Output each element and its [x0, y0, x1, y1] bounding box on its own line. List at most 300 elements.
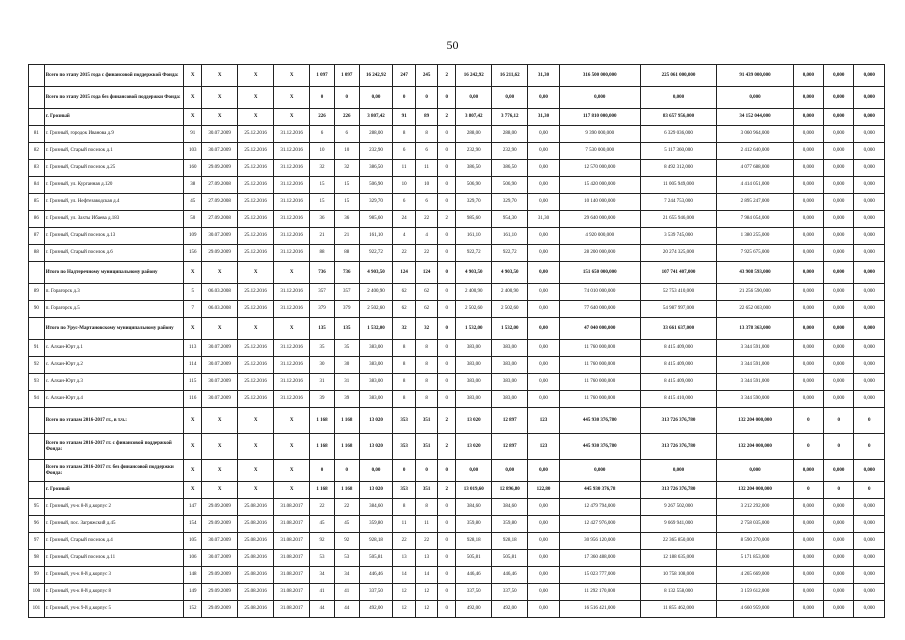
- table-cell: 4 903,50: [359, 262, 393, 284]
- table-cell: 7 984 054,000: [717, 211, 793, 228]
- table-cell: 288,00: [492, 126, 528, 143]
- table-cell: 15: [334, 177, 359, 194]
- table-cell: 3 212 292,000: [717, 499, 793, 516]
- table-cell: 30.07.2009: [202, 550, 238, 567]
- table-cell: 25.12.2016: [238, 143, 274, 160]
- address-cell: г. Грозный, городок Иванова д.9: [44, 126, 183, 143]
- table-cell: 351: [415, 482, 437, 499]
- table-cell: 154: [184, 516, 202, 533]
- table-cell: 329,70: [359, 194, 393, 211]
- table-cell: 25.12.2016: [238, 211, 274, 228]
- table-cell: 0,000: [854, 584, 885, 601]
- address-cell: п. Горагорск д.5: [44, 301, 183, 318]
- table-cell: 0: [393, 460, 415, 482]
- table-cell: 161,10: [359, 228, 393, 245]
- table-cell: 32: [393, 318, 415, 340]
- table-cell: 0,000: [854, 391, 885, 408]
- table-cell: 2 502,60: [456, 301, 492, 318]
- table-cell: X: [238, 65, 274, 87]
- table-cell: 0: [438, 262, 456, 284]
- table-cell: 0,000: [824, 357, 854, 374]
- table-cell: 32: [415, 318, 437, 340]
- table-cell: 232,90: [456, 143, 492, 160]
- page-number: 50: [446, 38, 459, 52]
- table-cell: 0,000: [717, 87, 793, 109]
- table-cell: X: [274, 460, 310, 482]
- table-cell: 123: [528, 408, 559, 434]
- table-cell: 383,00: [359, 391, 393, 408]
- table-cell: 0,000: [824, 584, 854, 601]
- table-cell: 8 415 409,000: [640, 340, 716, 357]
- table-cell: 11: [415, 516, 437, 533]
- table-cell: 0,000: [854, 177, 885, 194]
- table-cell: 29.09.2009: [202, 584, 238, 601]
- table-cell: 39: [310, 391, 335, 408]
- table-cell: 22 365 850,000: [640, 533, 716, 550]
- table-cell: 2: [438, 65, 456, 87]
- table-cell: 0: [393, 87, 415, 109]
- table-cell: X: [274, 262, 310, 284]
- table-cell: 0,00: [528, 601, 559, 618]
- table-cell: 0: [310, 87, 335, 109]
- table-cell: 25.12.2016: [238, 177, 274, 194]
- table-cell: 161,10: [456, 228, 492, 245]
- table-cell: 736: [310, 262, 335, 284]
- table-cell: 1 168: [334, 482, 359, 499]
- table-cell: X: [238, 434, 274, 460]
- table-cell: 06.03.2008: [202, 284, 238, 301]
- table-cell: 0: [793, 434, 823, 460]
- table-cell: 4 414 051,000: [717, 177, 793, 194]
- table-cell: 30.07.2009: [202, 143, 238, 160]
- table-cell: 116: [184, 391, 202, 408]
- table-cell: 288,00: [456, 126, 492, 143]
- table-cell: 0: [438, 533, 456, 550]
- table-cell: 11: [393, 516, 415, 533]
- table-cell: 8: [415, 357, 437, 374]
- table-cell: 0,000: [793, 567, 823, 584]
- table-cell: 97: [29, 533, 45, 550]
- table-cell: [29, 460, 45, 482]
- table-cell: 31.08.2017: [274, 567, 310, 584]
- table-cell: 0,000: [854, 533, 885, 550]
- table-cell: 0,000: [793, 143, 823, 160]
- table-cell: 3 344 591,000: [717, 357, 793, 374]
- table-cell: 29.09.2009: [202, 516, 238, 533]
- address-cell: с. Алхан-Юрт д.3: [44, 374, 183, 391]
- table-cell: 384,60: [359, 499, 393, 516]
- table-cell: 0,000: [824, 499, 854, 516]
- table-cell: 0,000: [793, 126, 823, 143]
- table-cell: 0,000: [824, 177, 854, 194]
- table-cell: 0,00: [528, 499, 559, 516]
- table-cell: 232,90: [492, 143, 528, 160]
- table-cell: 7 925 675,000: [717, 245, 793, 262]
- address-cell: г. Грозный, ул. Захты Ибаева д.183: [44, 211, 183, 228]
- table-cell: 0: [824, 434, 854, 460]
- table-cell: 22: [415, 211, 437, 228]
- table-cell: X: [202, 87, 238, 109]
- table-cell: 0: [438, 177, 456, 194]
- table-cell: 41: [310, 584, 335, 601]
- table-cell: 90: [29, 301, 45, 318]
- table-cell: 0: [438, 284, 456, 301]
- address-cell: г. Грозный, ул. Нефтезаводская д.4: [44, 194, 183, 211]
- table-cell: 8: [415, 391, 437, 408]
- table-cell: 22: [415, 245, 437, 262]
- table-cell: 0,00: [528, 567, 559, 584]
- table-cell: 12: [415, 584, 437, 601]
- table-cell: 2: [438, 482, 456, 499]
- table-cell: 30: [334, 357, 359, 374]
- table-cell: 0,000: [793, 533, 823, 550]
- table-cell: 84: [29, 177, 45, 194]
- table-cell: 0,000: [793, 160, 823, 177]
- table-cell: 14: [415, 567, 437, 584]
- table-row: [29, 177, 885, 194]
- table-cell: 353: [393, 482, 415, 499]
- table-cell: 1 532,00: [359, 318, 393, 340]
- table-cell: 31.12.2016: [274, 177, 310, 194]
- table-cell: 0,000: [824, 533, 854, 550]
- table-cell: 1 380 255,000: [717, 228, 793, 245]
- table-cell: 3 807,42: [456, 109, 492, 126]
- table-cell: 31.12.2016: [274, 245, 310, 262]
- table-cell: 225 061 000,000: [640, 65, 716, 87]
- address-cell: Всего по этапу 2015 года без финансовой поддержки Фонда:: [44, 87, 183, 109]
- table-cell: 25.12.2016: [238, 374, 274, 391]
- table-cell: 25.12.2016: [238, 284, 274, 301]
- table-cell: 47 040 000,000: [559, 318, 640, 340]
- table-cell: 0,00: [528, 143, 559, 160]
- table-cell: 1 532,00: [492, 318, 528, 340]
- table-row: [29, 584, 885, 601]
- table-cell: 313 726 376,780: [640, 408, 716, 434]
- table-cell: 445 930 376,780: [559, 408, 640, 434]
- table-cell: 22: [334, 499, 359, 516]
- table-cell: 93: [29, 374, 45, 391]
- table-cell: 383,00: [492, 340, 528, 357]
- table-cell: 383,00: [456, 357, 492, 374]
- table-cell: 8: [415, 126, 437, 143]
- table-cell: 122,80: [528, 482, 559, 499]
- table-cell: 30 956 120,000: [559, 533, 640, 550]
- table-cell: 0,000: [854, 245, 885, 262]
- table-cell: 0,00: [456, 460, 492, 482]
- table-cell: 384,60: [492, 499, 528, 516]
- table-cell: 36: [310, 211, 335, 228]
- table-cell: 31.12.2016: [274, 340, 310, 357]
- table-cell: 2 895 247,000: [717, 194, 793, 211]
- table-cell: 12 896,80: [492, 482, 528, 499]
- table-cell: 45: [334, 516, 359, 533]
- table-cell: X: [184, 65, 202, 87]
- table-cell: 0,000: [854, 211, 885, 228]
- table-cell: 32: [310, 160, 335, 177]
- table-cell: 0,00: [528, 245, 559, 262]
- table-cell: 1 168: [334, 434, 359, 460]
- table-cell: [29, 318, 45, 340]
- table-cell: X: [274, 65, 310, 87]
- table-cell: 245: [415, 65, 437, 87]
- table-cell: 0,000: [854, 357, 885, 374]
- table-cell: 88: [334, 245, 359, 262]
- summary-row: [29, 434, 885, 460]
- table-cell: 27.09.2008: [202, 177, 238, 194]
- table-row: [29, 550, 885, 567]
- table-cell: 506,90: [492, 177, 528, 194]
- table-cell: 123: [528, 434, 559, 460]
- table-cell: 25.08.2016: [238, 567, 274, 584]
- table-cell: X: [184, 87, 202, 109]
- table-cell: 31.12.2016: [274, 228, 310, 245]
- table-cell: 0: [438, 194, 456, 211]
- address-cell: Всего по этапам 2016-2017 гг. без финансовой поддержки Фонда:: [44, 460, 183, 482]
- table-cell: 31.12.2016: [274, 194, 310, 211]
- table-cell: X: [184, 482, 202, 499]
- table-cell: 31.08.2017: [274, 516, 310, 533]
- table-cell: 2: [438, 408, 456, 434]
- table-cell: 53: [334, 550, 359, 567]
- table-cell: 4 920 000,000: [559, 228, 640, 245]
- table-cell: 39: [334, 391, 359, 408]
- table-cell: 329,70: [456, 194, 492, 211]
- table-cell: 29.09.2009: [202, 160, 238, 177]
- table-cell: 0,000: [854, 126, 885, 143]
- table-cell: 13: [415, 550, 437, 567]
- table-cell: 0,000: [854, 65, 885, 87]
- table-cell: [29, 65, 45, 87]
- table-cell: 45: [184, 194, 202, 211]
- table-cell: 0,000: [854, 194, 885, 211]
- table-cell: 0,000: [793, 284, 823, 301]
- table-cell: 96: [29, 516, 45, 533]
- table-cell: 22: [310, 499, 335, 516]
- table-cell: 0: [438, 550, 456, 567]
- table-cell: 25.12.2016: [238, 160, 274, 177]
- table-cell: 351: [415, 434, 437, 460]
- table-cell: 13 020: [456, 408, 492, 434]
- table-cell: 88: [310, 245, 335, 262]
- table-cell: 156: [184, 245, 202, 262]
- table-cell: 0,000: [793, 318, 823, 340]
- table-cell: 81: [29, 126, 45, 143]
- table-cell: 0,000: [824, 87, 854, 109]
- table-cell: 1 168: [310, 482, 335, 499]
- table-cell: 0: [438, 374, 456, 391]
- table-cell: 445 930 376,780: [559, 434, 640, 460]
- address-cell: Итого по Надтеречному муниципальному району: [44, 262, 183, 284]
- table-cell: 383,00: [492, 391, 528, 408]
- table-cell: X: [202, 434, 238, 460]
- table-cell: 16 242,92: [456, 65, 492, 87]
- table-cell: 124: [415, 262, 437, 284]
- table-cell: 0: [438, 584, 456, 601]
- table-cell: 0: [334, 460, 359, 482]
- table-cell: [29, 434, 45, 460]
- table-cell: 0: [438, 391, 456, 408]
- address-cell: Всего по этапам 2016-2017 гг., в т.ч.:: [44, 408, 183, 434]
- table-cell: 33 661 637,000: [640, 318, 716, 340]
- table-cell: X: [274, 408, 310, 434]
- table-cell: 0,000: [793, 262, 823, 284]
- table-cell: 25.12.2016: [238, 194, 274, 211]
- table-cell: 4 265 669,000: [717, 567, 793, 584]
- table-cell: 15 420 000,000: [559, 177, 640, 194]
- table-cell: 117 810 000,000: [559, 109, 640, 126]
- table-cell: 446,46: [456, 567, 492, 584]
- table-cell: 7: [184, 301, 202, 318]
- table-cell: 06.03.2008: [202, 301, 238, 318]
- table-cell: 147: [184, 499, 202, 516]
- table-row: [29, 567, 885, 584]
- table-cell: 14: [393, 567, 415, 584]
- table-cell: 0,000: [640, 87, 716, 109]
- table-cell: X: [238, 408, 274, 434]
- table-cell: 8 590 270,000: [717, 533, 793, 550]
- table-cell: 492,00: [456, 601, 492, 618]
- table-cell: 3 344 591,000: [717, 340, 793, 357]
- table-cell: 62: [393, 301, 415, 318]
- table-row: [29, 194, 885, 211]
- table-cell: 0: [438, 460, 456, 482]
- table-cell: 0,00: [528, 177, 559, 194]
- table-cell: 922,72: [359, 245, 393, 262]
- table-cell: 2: [438, 109, 456, 126]
- table-cell: 52 753 410,000: [640, 284, 716, 301]
- table-cell: 6: [393, 194, 415, 211]
- table-cell: 3 159 612,000: [717, 584, 793, 601]
- table-cell: 337,50: [359, 584, 393, 601]
- table-cell: 85: [29, 194, 45, 211]
- table-cell: 0,000: [824, 228, 854, 245]
- table-cell: 337,50: [456, 584, 492, 601]
- table-cell: 35: [310, 340, 335, 357]
- table-cell: 0: [438, 228, 456, 245]
- table-cell: 148: [184, 567, 202, 584]
- table-cell: 31.08.2017: [274, 533, 310, 550]
- table-cell: 53: [310, 550, 335, 567]
- table-cell: 226: [310, 109, 335, 126]
- table-cell: 0,000: [854, 499, 885, 516]
- address-cell: Всего по этапам 2016-2017 гг. с финансовой поддержкой Фонда:: [44, 434, 183, 460]
- table-cell: 0: [415, 460, 437, 482]
- table-cell: 2 400,90: [456, 284, 492, 301]
- table-cell: 12: [415, 601, 437, 618]
- address-cell: г. Грозный, ул. Курганная д.120: [44, 177, 183, 194]
- table-cell: 12 897: [492, 434, 528, 460]
- table-cell: 928,18: [456, 533, 492, 550]
- address-cell: г. Грозный: [44, 482, 183, 499]
- table-cell: 0: [824, 408, 854, 434]
- table-cell: 11 760 000,000: [559, 357, 640, 374]
- table-cell: 2 412 640,000: [717, 143, 793, 160]
- table-cell: 0,00: [528, 126, 559, 143]
- table-cell: 25.12.2016: [238, 340, 274, 357]
- table-cell: 359,80: [456, 516, 492, 533]
- table-cell: 985,60: [456, 211, 492, 228]
- table-cell: 505,81: [359, 550, 393, 567]
- table-cell: 0: [438, 143, 456, 160]
- table-cell: 91: [184, 126, 202, 143]
- table-cell: 0,00: [528, 284, 559, 301]
- table-cell: 0,00: [528, 550, 559, 567]
- table-cell: 31.08.2017: [274, 601, 310, 618]
- table-cell: 31: [334, 374, 359, 391]
- table-cell: 0,000: [854, 143, 885, 160]
- table-cell: 28 200 000,000: [559, 245, 640, 262]
- table-cell: 2 400,90: [492, 284, 528, 301]
- table-cell: 113: [184, 340, 202, 357]
- address-cell: г. Грозный, Старый поселок д.13: [44, 228, 183, 245]
- table-cell: 232,90: [359, 143, 393, 160]
- table-cell: 8: [393, 357, 415, 374]
- table-cell: 1 168: [310, 408, 335, 434]
- summary-row: [29, 262, 885, 284]
- table-cell: 0,000: [793, 87, 823, 109]
- table-cell: 505,81: [456, 550, 492, 567]
- table-cell: 86: [29, 211, 45, 228]
- table-cell: 2 502,60: [492, 301, 528, 318]
- table-cell: 1 097: [310, 65, 335, 87]
- table-cell: 386,50: [492, 160, 528, 177]
- table-cell: X: [202, 65, 238, 87]
- table-cell: 10 758 108,000: [640, 567, 716, 584]
- table-cell: 0,000: [854, 340, 885, 357]
- table-cell: 100: [29, 584, 45, 601]
- table-cell: 0,000: [793, 301, 823, 318]
- address-cell: Итого по Урус-Мартановскому муниципальному району: [44, 318, 183, 340]
- table-cell: 12 570 000,000: [559, 160, 640, 177]
- table-cell: 149: [184, 584, 202, 601]
- table-cell: 0: [438, 301, 456, 318]
- address-cell: г. Грозный, уч-к 8-й д.корпус 3: [44, 567, 183, 584]
- table-cell: 736: [334, 262, 359, 284]
- table-cell: 115: [184, 374, 202, 391]
- table-cell: 21: [310, 228, 335, 245]
- table-cell: 0,000: [824, 160, 854, 177]
- table-cell: 0,00: [528, 87, 559, 109]
- table-cell: 0,00: [528, 262, 559, 284]
- table-cell: 0,00: [528, 516, 559, 533]
- table-cell: X: [184, 460, 202, 482]
- table-cell: 8: [415, 340, 437, 357]
- table-cell: 25.08.2016: [238, 550, 274, 567]
- address-cell: г. Грозный, пос. Загряжский д.45: [44, 516, 183, 533]
- table-cell: 313 726 376,780: [640, 434, 716, 460]
- table-cell: 89: [29, 284, 45, 301]
- table-cell: 98: [29, 550, 45, 567]
- table-cell: 4: [415, 228, 437, 245]
- table-row: [29, 391, 885, 408]
- table-cell: 0,000: [854, 567, 885, 584]
- table-cell: 29.09.2009: [202, 601, 238, 618]
- table-cell: 11 292 170,000: [559, 584, 640, 601]
- table-cell: 31.08.2017: [274, 550, 310, 567]
- table-cell: 506,90: [359, 177, 393, 194]
- table-cell: 91: [29, 340, 45, 357]
- table-cell: 114: [184, 357, 202, 374]
- table-cell: 0,000: [824, 460, 854, 482]
- table-cell: 15: [334, 194, 359, 211]
- table-cell: 30.07.2009: [202, 391, 238, 408]
- table-cell: 0,000: [854, 460, 885, 482]
- table-cell: 44: [334, 601, 359, 618]
- table-cell: 101: [29, 601, 45, 618]
- table-cell: 337,50: [492, 584, 528, 601]
- table-cell: 954,30: [492, 211, 528, 228]
- housing-program-table: [28, 64, 885, 618]
